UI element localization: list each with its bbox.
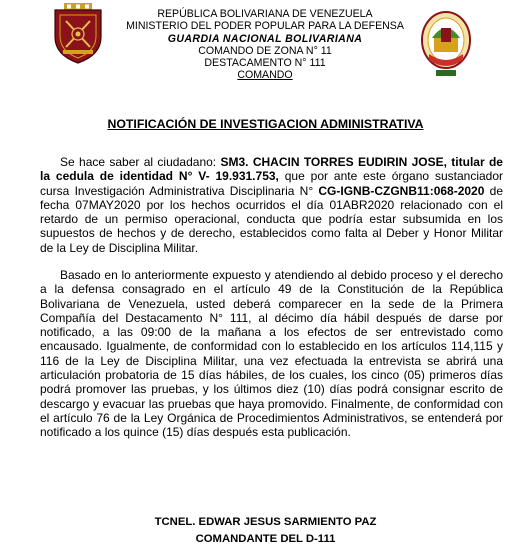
header-line-republica: REPÚBLICA BOLIVARIANA DE VENEZUELA [157,8,373,20]
header-line-zona: COMANDO DE ZONA N° 11 [198,44,332,57]
signature-role: COMANDANTE DEL D-111 [195,533,336,545]
header-line-ministerio: MINISTERIO DEL PODER POPULAR PARA LA DEFENSA [126,20,404,33]
paragraph1-case-number: CG-IGNB-CZGNB11:068-2020 [318,183,485,198]
header-line-guardia: GUARDIA NACIONAL BOLIVARIANA [167,32,363,45]
destacamento-111-emblem [420,8,472,80]
guardia-nacional-shield-emblem [51,3,105,65]
header-text-block [110,8,420,82]
paragraph1-rest: de fecha 07MAY2020 por los hechos ocurridos el día 01ABR2020 relacionado con el retardo de un permiso operacional, conducta que podría estar subsumida en los supuestos de hechos y de derecho, establecidos como falta al Deber y Honor Militar de la Ley de Disciplina Militar. [40,183,503,255]
paragraph-instructions: Basado en lo anteriormente expuesto y atendiendo al debido proceso y el derecho a la defensa consagrado en el artículo 49 de la Constitución de la República Bolivariana de Venezuela, usted deberá comparecer en la sede de la Primera Compañía del Destacamento N° 111, al décimo día hábil después de darse por notificado, a las 09:00 de la mañana a los efectos de ser entrevistado como encausado. Igualmente, de conformidad con lo establecido en los artículos 114,115 y 116 de la Ley de Disciplina Militar, una vez efectuada la entrevista se abrirá una articulación probatoria de 15 días hábiles, de los cuales, los cinco (05) primeros días podrá promover las pruebas, y los últimos diez (10) días podrá consignar escrito de descargo y evacuar las pruebas que haya promovido. Finalmente, de conformidad con el artículo 76 de la Ley Orgánica de Procedimientos Administrativos, se entenderá por notificado a los quince (15) días después esta publicación. [40,268,503,440]
paragraph1-subject: SM3. CHACIN TORRES EUDIRIN JOSE, titular de la cedula de identidad N° V- 19.931.753, [40,155,503,184]
document-title: NOTIFICACIÓN DE INVESTIGACION ADMINISTRATIVA [107,117,424,131]
header-line-comando: COMANDO [237,69,293,82]
signature-name: TCNEL. EDWAR JESUS SARMIENTO PAZ [154,516,377,528]
header-line-destacamento: DESTACAMENTO N° 111 [204,57,326,70]
document-header [0,0,531,100]
paragraph1-mid: que por ante este órgano sustanciador cursa Investigación Administrativa Disciplinaria N° [40,169,503,198]
paragraph-notification [40,155,503,255]
paragraph1-intro: Se hace saber al ciudadano: [60,155,221,169]
